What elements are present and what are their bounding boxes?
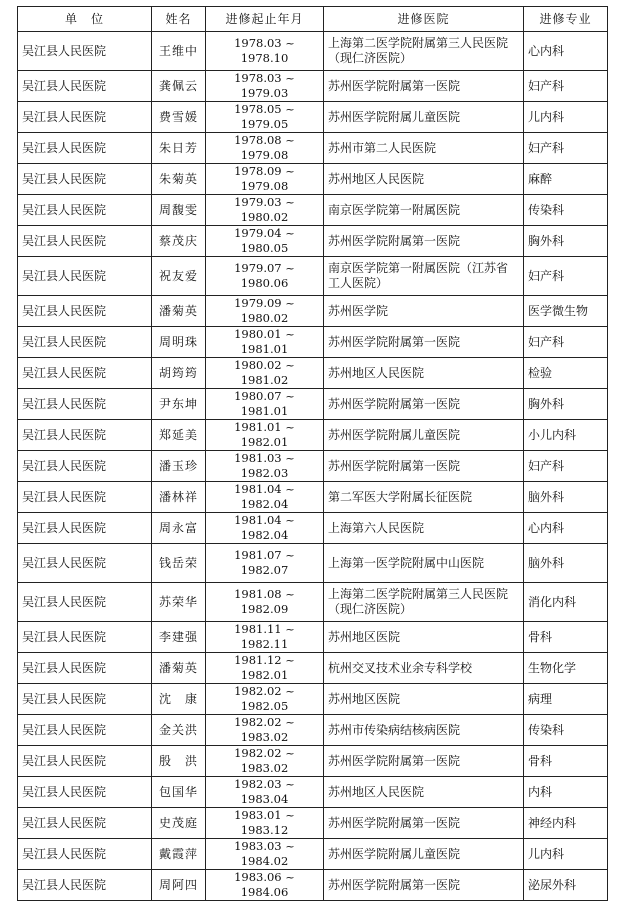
table-row bbox=[18, 226, 608, 257]
cell-specialty: 儿内科 bbox=[524, 102, 608, 133]
cell-unit: 吴江县人民医院 bbox=[18, 195, 152, 226]
cell-hospital: 苏州地区人民医院 bbox=[324, 777, 524, 808]
cell-period: 1983.06 ~ 1984.06 bbox=[206, 870, 324, 901]
cell-specialty: 妇产科 bbox=[524, 327, 608, 358]
cell-unit: 吴江县人民医院 bbox=[18, 327, 152, 358]
cell-unit: 吴江县人民医院 bbox=[18, 71, 152, 102]
cell-specialty: 妇产科 bbox=[524, 451, 608, 482]
table-row bbox=[18, 583, 608, 622]
cell-unit: 吴江县人民医院 bbox=[18, 715, 152, 746]
cell-period: 1979.09 ~ 1980.02 bbox=[206, 296, 324, 327]
table-row bbox=[18, 622, 608, 653]
cell-hospital: 苏州医学院附属第一医院 bbox=[324, 746, 524, 777]
cell-name: 李建强 bbox=[152, 622, 206, 653]
cell-name: 戴霞萍 bbox=[152, 839, 206, 870]
cell-specialty: 脑外科 bbox=[524, 482, 608, 513]
cell-name: 郑延美 bbox=[152, 420, 206, 451]
cell-specialty: 儿内科 bbox=[524, 839, 608, 870]
table-row bbox=[18, 746, 608, 777]
table-row bbox=[18, 389, 608, 420]
cell-name: 潘玉珍 bbox=[152, 451, 206, 482]
cell-name: 朱日芳 bbox=[152, 133, 206, 164]
cell-name: 蔡茂庆 bbox=[152, 226, 206, 257]
cell-hospital: 苏州地区人民医院 bbox=[324, 164, 524, 195]
cell-hospital: 苏州医学院附属第一医院 bbox=[324, 870, 524, 901]
cell-unit: 吴江县人民医院 bbox=[18, 451, 152, 482]
cell-period: 1981.07 ~ 1982.07 bbox=[206, 544, 324, 583]
cell-period: 1983.01 ~ 1983.12 bbox=[206, 808, 324, 839]
cell-specialty: 传染科 bbox=[524, 195, 608, 226]
cell-specialty: 妇产科 bbox=[524, 71, 608, 102]
cell-unit: 吴江县人民医院 bbox=[18, 513, 152, 544]
cell-period: 1982.02 ~ 1983.02 bbox=[206, 715, 324, 746]
cell-period: 1981.03 ~ 1982.03 bbox=[206, 451, 324, 482]
cell-period: 1981.04 ~ 1982.04 bbox=[206, 513, 324, 544]
cell-hospital: 苏州医学院附属第一医院 bbox=[324, 71, 524, 102]
cell-hospital: 苏州市传染病结核病医院 bbox=[324, 715, 524, 746]
cell-hospital: 上海第二医学院附属第三人民医院（现仁济医院） bbox=[324, 583, 524, 622]
cell-period: 1979.03 ~ 1980.02 bbox=[206, 195, 324, 226]
cell-name: 周阿四 bbox=[152, 870, 206, 901]
cell-period: 1981.12 ~ 1982.01 bbox=[206, 653, 324, 684]
cell-name: 周永富 bbox=[152, 513, 206, 544]
cell-specialty: 心内科 bbox=[524, 513, 608, 544]
cell-specialty: 内科 bbox=[524, 777, 608, 808]
cell-specialty: 消化内科 bbox=[524, 583, 608, 622]
table-row bbox=[18, 133, 608, 164]
cell-hospital: 苏州医学院 bbox=[324, 296, 524, 327]
cell-period: 1982.02 ~ 1982.05 bbox=[206, 684, 324, 715]
cell-specialty: 胸外科 bbox=[524, 226, 608, 257]
cell-unit: 吴江县人民医院 bbox=[18, 544, 152, 583]
cell-period: 1983.03 ~ 1984.02 bbox=[206, 839, 324, 870]
cell-period: 1978.05 ~ 1979.05 bbox=[206, 102, 324, 133]
header-period: 进修起止年月 bbox=[206, 7, 324, 32]
cell-specialty: 检验 bbox=[524, 358, 608, 389]
cell-hospital: 上海第二医学院附属第三人民医院（现仁济医院） bbox=[324, 32, 524, 71]
cell-unit: 吴江县人民医院 bbox=[18, 653, 152, 684]
cell-name: 史茂庭 bbox=[152, 808, 206, 839]
cell-hospital: 苏州医学院附属第一医院 bbox=[324, 389, 524, 420]
cell-hospital: 苏州医学院附属第一医院 bbox=[324, 808, 524, 839]
table-row bbox=[18, 257, 608, 296]
cell-name: 周馥雯 bbox=[152, 195, 206, 226]
cell-specialty: 传染科 bbox=[524, 715, 608, 746]
cell-period: 1981.11 ~ 1982.11 bbox=[206, 622, 324, 653]
cell-unit: 吴江县人民医院 bbox=[18, 839, 152, 870]
cell-name: 钱岳荣 bbox=[152, 544, 206, 583]
cell-name: 潘菊英 bbox=[152, 653, 206, 684]
cell-unit: 吴江县人民医院 bbox=[18, 420, 152, 451]
table-row bbox=[18, 32, 608, 71]
table-row bbox=[18, 653, 608, 684]
table-row bbox=[18, 296, 608, 327]
cell-period: 1979.04 ~ 1980.05 bbox=[206, 226, 324, 257]
cell-period: 1980.07 ~ 1981.01 bbox=[206, 389, 324, 420]
table-row bbox=[18, 808, 608, 839]
cell-unit: 吴江县人民医院 bbox=[18, 482, 152, 513]
table-row bbox=[18, 482, 608, 513]
cell-period: 1978.03 ~ 1979.03 bbox=[206, 71, 324, 102]
table-row bbox=[18, 777, 608, 808]
cell-hospital: 上海第六人民医院 bbox=[324, 513, 524, 544]
table-row bbox=[18, 195, 608, 226]
cell-specialty: 病理 bbox=[524, 684, 608, 715]
cell-name: 周明珠 bbox=[152, 327, 206, 358]
table-row bbox=[18, 715, 608, 746]
cell-name: 包国华 bbox=[152, 777, 206, 808]
table-row bbox=[18, 513, 608, 544]
cell-unit: 吴江县人民医院 bbox=[18, 164, 152, 195]
cell-specialty: 妇产科 bbox=[524, 257, 608, 296]
cell-hospital: 苏州地区医院 bbox=[324, 684, 524, 715]
cell-name: 殷 洪 bbox=[152, 746, 206, 777]
cell-specialty: 医学微生物 bbox=[524, 296, 608, 327]
header-name: 姓名 bbox=[152, 7, 206, 32]
cell-specialty: 心内科 bbox=[524, 32, 608, 71]
cell-name: 沈 康 bbox=[152, 684, 206, 715]
training-records-table bbox=[17, 6, 608, 901]
cell-unit: 吴江县人民医院 bbox=[18, 777, 152, 808]
cell-name: 苏荣华 bbox=[152, 583, 206, 622]
cell-period: 1982.03 ~ 1983.04 bbox=[206, 777, 324, 808]
header-unit: 单 位 bbox=[18, 7, 152, 32]
cell-specialty: 妇产科 bbox=[524, 133, 608, 164]
cell-specialty: 泌尿外科 bbox=[524, 870, 608, 901]
table-row bbox=[18, 71, 608, 102]
cell-period: 1978.08 ~ 1979.08 bbox=[206, 133, 324, 164]
table-body bbox=[18, 32, 608, 901]
cell-unit: 吴江县人民医院 bbox=[18, 32, 152, 71]
table-header bbox=[18, 7, 608, 32]
cell-specialty: 骨科 bbox=[524, 746, 608, 777]
header-specialty: 进修专业 bbox=[524, 7, 608, 32]
table-row bbox=[18, 164, 608, 195]
cell-specialty: 生物化学 bbox=[524, 653, 608, 684]
cell-period: 1978.03 ~ 1978.10 bbox=[206, 32, 324, 71]
table-row bbox=[18, 451, 608, 482]
table-row bbox=[18, 544, 608, 583]
cell-hospital: 南京医学院第一附属医院 bbox=[324, 195, 524, 226]
cell-name: 尹东坤 bbox=[152, 389, 206, 420]
table-row bbox=[18, 327, 608, 358]
table-row bbox=[18, 870, 608, 901]
cell-name: 费雪媛 bbox=[152, 102, 206, 133]
cell-hospital: 苏州地区人民医院 bbox=[324, 358, 524, 389]
table-row bbox=[18, 358, 608, 389]
cell-specialty: 骨科 bbox=[524, 622, 608, 653]
cell-hospital: 苏州医学院附属儿童医院 bbox=[324, 102, 524, 133]
cell-period: 1978.09 ~ 1979.08 bbox=[206, 164, 324, 195]
cell-period: 1981.08 ~ 1982.09 bbox=[206, 583, 324, 622]
cell-name: 朱菊英 bbox=[152, 164, 206, 195]
cell-unit: 吴江县人民医院 bbox=[18, 102, 152, 133]
cell-name: 潘菊英 bbox=[152, 296, 206, 327]
table-row bbox=[18, 839, 608, 870]
cell-period: 1980.02 ~ 1981.02 bbox=[206, 358, 324, 389]
cell-period: 1980.01 ~ 1981.01 bbox=[206, 327, 324, 358]
cell-unit: 吴江县人民医院 bbox=[18, 296, 152, 327]
cell-name: 潘林祥 bbox=[152, 482, 206, 513]
header-hospital: 进修医院 bbox=[324, 7, 524, 32]
cell-unit: 吴江县人民医院 bbox=[18, 622, 152, 653]
cell-unit: 吴江县人民医院 bbox=[18, 808, 152, 839]
table-row bbox=[18, 420, 608, 451]
cell-name: 胡筠筠 bbox=[152, 358, 206, 389]
cell-period: 1981.04 ~ 1982.04 bbox=[206, 482, 324, 513]
cell-hospital: 苏州医学院附属儿童医院 bbox=[324, 420, 524, 451]
cell-name: 祝友爱 bbox=[152, 257, 206, 296]
cell-unit: 吴江县人民医院 bbox=[18, 583, 152, 622]
cell-specialty: 神经内科 bbox=[524, 808, 608, 839]
cell-hospital: 苏州医学院附属儿童医院 bbox=[324, 839, 524, 870]
cell-specialty: 麻醉 bbox=[524, 164, 608, 195]
cell-unit: 吴江县人民医院 bbox=[18, 226, 152, 257]
cell-unit: 吴江县人民医院 bbox=[18, 257, 152, 296]
cell-hospital: 苏州医学院附属第一医院 bbox=[324, 226, 524, 257]
cell-hospital: 第二军医大学附属长征医院 bbox=[324, 482, 524, 513]
cell-name: 王维中 bbox=[152, 32, 206, 71]
cell-unit: 吴江县人民医院 bbox=[18, 684, 152, 715]
cell-unit: 吴江县人民医院 bbox=[18, 358, 152, 389]
cell-name: 金关洪 bbox=[152, 715, 206, 746]
cell-period: 1979.07 ~ 1980.06 bbox=[206, 257, 324, 296]
cell-specialty: 胸外科 bbox=[524, 389, 608, 420]
cell-hospital: 杭州交叉技术业余专科学校 bbox=[324, 653, 524, 684]
cell-specialty: 脑外科 bbox=[524, 544, 608, 583]
cell-unit: 吴江县人民医院 bbox=[18, 870, 152, 901]
cell-hospital: 苏州医学院附属第一医院 bbox=[324, 327, 524, 358]
cell-unit: 吴江县人民医院 bbox=[18, 746, 152, 777]
cell-specialty: 小儿内科 bbox=[524, 420, 608, 451]
cell-period: 1982.02 ~ 1983.02 bbox=[206, 746, 324, 777]
cell-unit: 吴江县人民医院 bbox=[18, 389, 152, 420]
cell-hospital: 苏州地区医院 bbox=[324, 622, 524, 653]
cell-unit: 吴江县人民医院 bbox=[18, 133, 152, 164]
header-row bbox=[18, 7, 608, 32]
cell-period: 1981.01 ~ 1982.01 bbox=[206, 420, 324, 451]
cell-name: 龚佩云 bbox=[152, 71, 206, 102]
cell-hospital: 南京医学院第一附属医院（江苏省工人医院） bbox=[324, 257, 524, 296]
cell-hospital: 苏州医学院附属第一医院 bbox=[324, 451, 524, 482]
table-row bbox=[18, 102, 608, 133]
cell-hospital: 苏州市第二人民医院 bbox=[324, 133, 524, 164]
table-row bbox=[18, 684, 608, 715]
cell-hospital: 上海第一医学院附属中山医院 bbox=[324, 544, 524, 583]
